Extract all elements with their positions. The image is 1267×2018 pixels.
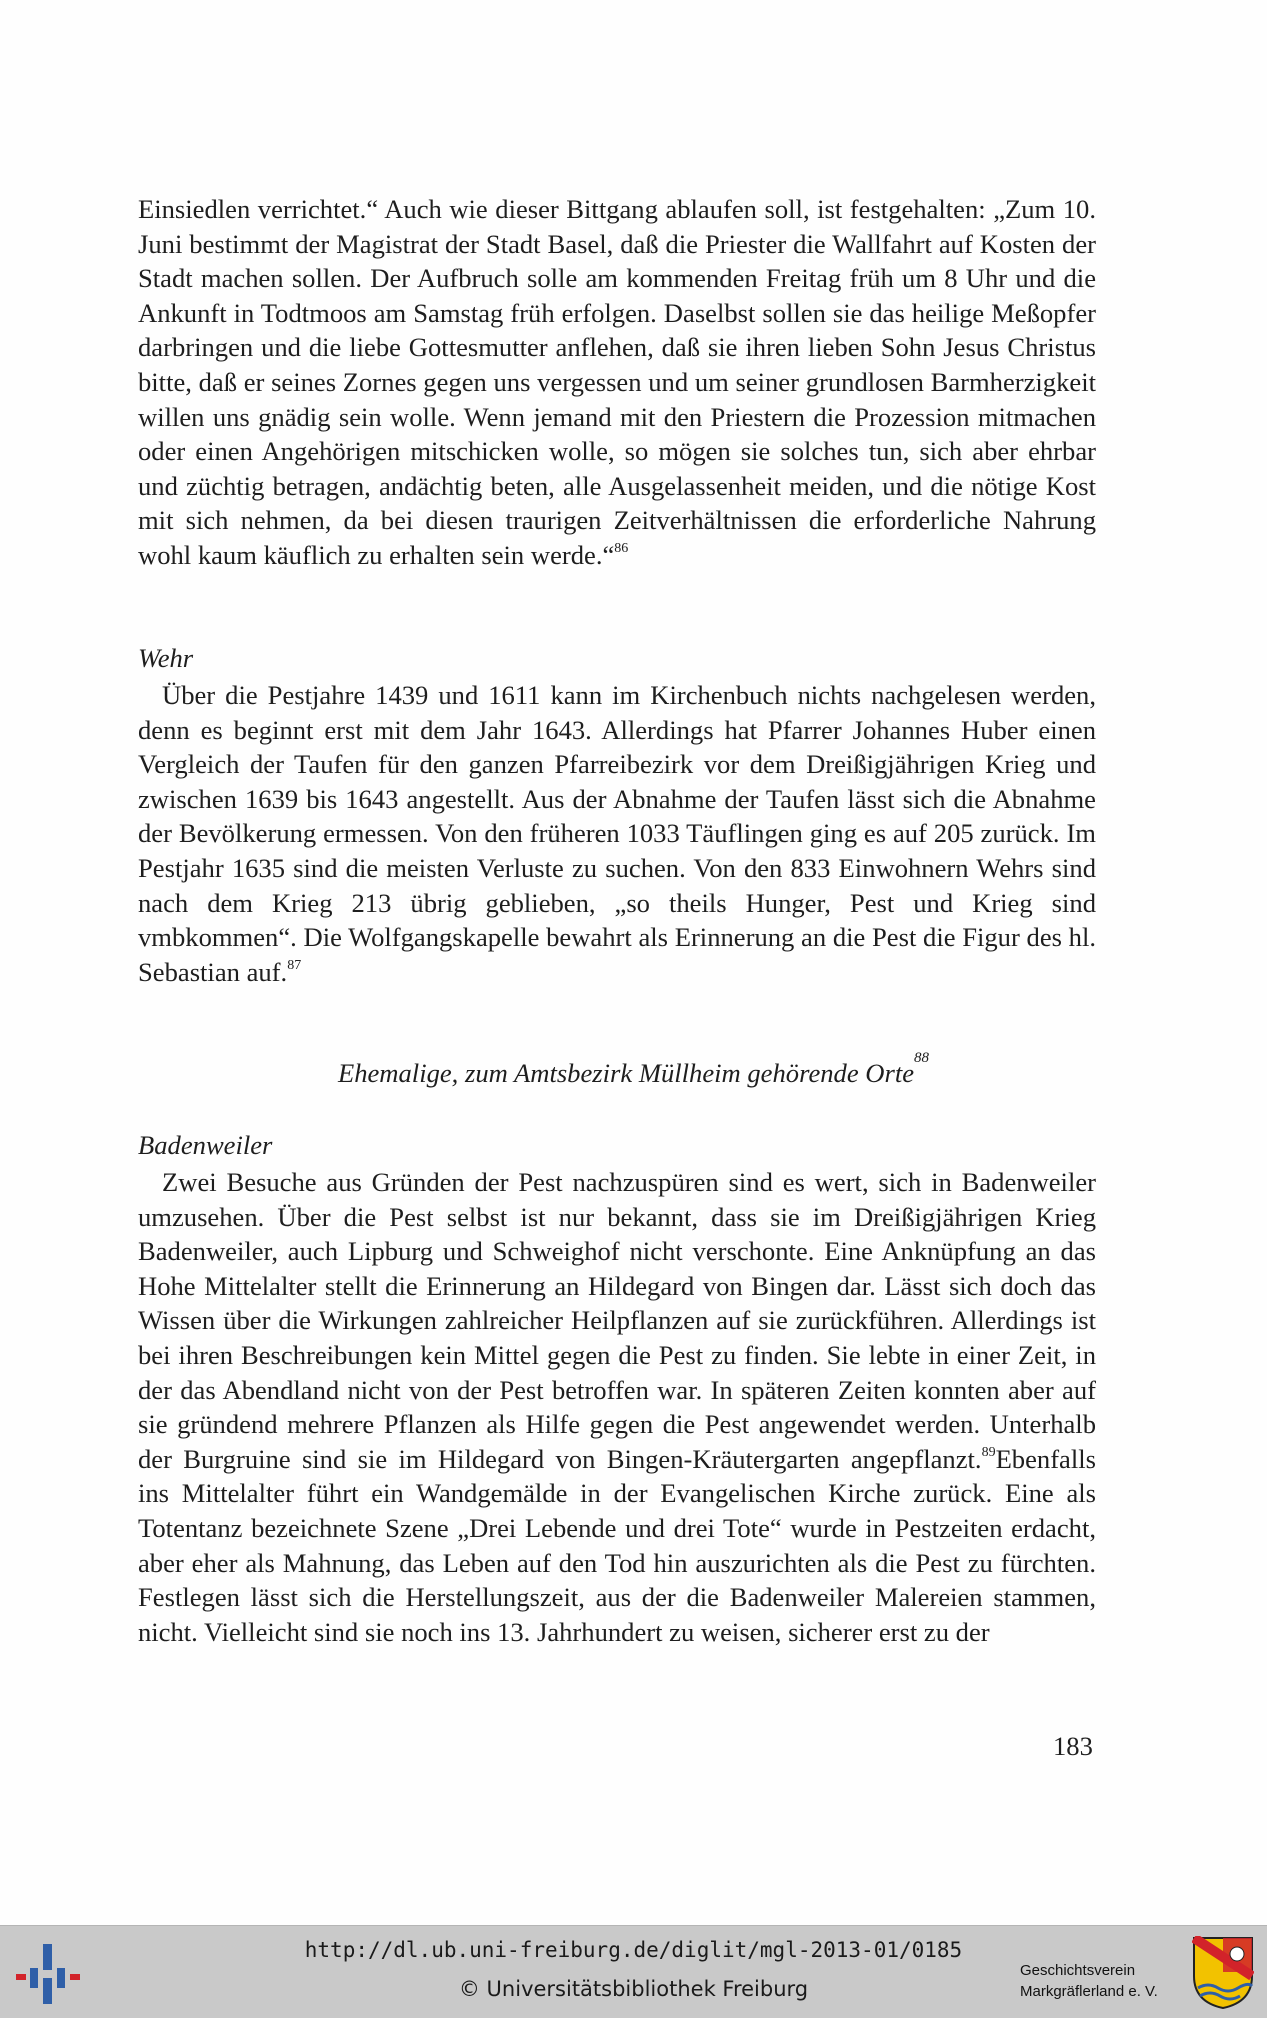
footnote-ref-86[interactable]: 86 xyxy=(614,540,629,556)
paragraph-3-text: Zwei Besuche aus Gründen der Pest nachzuspüren sind es wert, sich in Badenweiler umzusehen. Über die Pest selbst ist nur bekannt, dass sie im Dreißigjährigen Krieg Badenweiler, auch Lipburg und Schweighof nicht verschonte. Eine Anknüpfung an das Hohe Mittelalter stellt die Erinnerung an Hildegard von Bingen dar. Lässt sich doch das Wissen über die Wirkungen zahlreicher Heilpflanzen auf sie zurückführen. Allerdings ist bei ihren Beschreibungen kein Mittel gegen die Pest zu finden. Sie lebte in einer Zeit, in der das Abendland nicht von der Pest betroffen war. In späteren Zeiten konnten aber auf sie gründend mehrere Pflanzen als Hilfe gegen die Pest angewendet werden. Unterhalb der Burgruine sind sie im Hildegard von Bingen-Kräutergarten angepflanzt.$^{89}$Ebenfalls ins Mittelalter führt ein Wandgemälde in der Evangelischen Kirche zurück. Eine als Totentanz bezeichnete Szene „Drei Lebende und drei Tote“ wurde in Pestzeiten erdacht, aber eher als Mahnung, das Leben auf den Tod hin auszurichten als die Pest zu fürchten. Festlegen lässt sich die Herstellungszeit, aus der die Badenweiler Malereien stammen, nicht. Vielleicht sind sie noch ins 13. Jahrhundert zu weisen, sicherer erst zu der xyxy=(138,1167,1096,1647)
footnote-ref-87[interactable]: 87 xyxy=(287,957,302,973)
viewer-footer xyxy=(0,1925,1267,2018)
footnote-ref-89[interactable]: 89 xyxy=(981,1444,996,1460)
document-url-link[interactable]: http://dl.ub.uni-freiburg.de/diglit/mgl-2013-01/0185 xyxy=(304,1938,963,1962)
paragraph-2-text: Über die Pestjahre 1439 und 1611 kann im Kirchenbuch nichts nachgelesen werden, denn es beginnt erst mit dem Jahr 1643. Allerdings hat Pfarrer Johannes Huber einen Vergleich der Taufen für den ganzen Pfarreibezirk vor dem Dreißigjährigen Krieg und zwischen 1639 bis 1643 angestellt. Aus der Abnahme der Taufen lässt sich die Abnahme der Bevölkerung ermessen. Von den früheren 1033 Täuflingen ging es auf 205 zurück. Im Pestjahr 1635 sind die meisten Verluste zu suchen. Von den 833 Einwohnern Wehrs sind nach dem Krieg 213 übrig geblieben, „so theils Hunger, Pest und Krieg sind vmbkommen“. Die Wolfgangskapelle bewahrt als Erinnerung an die Pest die Figur des hl. Sebastian auf.$^{87}$ xyxy=(138,680,1096,987)
society-name: Geschichtsverein Markgräflerland e. V. xyxy=(1020,1962,1158,2000)
paragraph-2 xyxy=(138,678,1096,989)
page-number: 183 xyxy=(1053,1731,1093,1761)
paragraph-3 xyxy=(138,1165,1096,1649)
paragraph-1-text: Einsiedlen verrichtet.“ Auch wie dieser Bittgang ablaufen soll, ist festgehalten: „Zum 10. Juni bestimmt der Magistrat der Stadt Basel, daß die Priester die Wallfahrt auf Kosten der Stadt machen sollen. Der Aufbruch solle am kommenden Freitag früh um 8 Uhr und die Ankunft in Todtmoos am Samstag früh erfolgen. Daselbst sollen sie das heilige Meßopfer darbringen und die liebe Gottesmutter anflehen, daß sie ihren lieben Sohn Jesus Christus bitte, daß er seines Zornes gegen uns vergessen und um seiner grundlosen Barmherzigkeit willen uns gnädig sein wolle. Wenn jemand mit den Priestern die Prozession mitmachen oder einen Angehörigen mitschicken wolle, so mögen sie solches tun, sich aber ehrbar und züchtig betragen, andächtig beten, alle Ausgelassenheit meiden, und die nötige Kost mit sich nehmen, da bei diesen traurigen Zeitverhältnissen die erforderliche Nahrung wohl kaum käuflich zu erhalten sein werde.“$^{86}$ xyxy=(138,194,1096,570)
paragraph-1 xyxy=(138,192,1096,573)
copyright-text: © Universitätsbibliothek Freiburg xyxy=(458,1977,809,2001)
section-title: Ehemalige, zum Amtsbezirk Müllheim gehörende Orte$^{88}$ xyxy=(337,1050,930,1088)
footnote-ref-88[interactable]: 88 xyxy=(914,1050,930,1066)
subheading-wehr: Wehr xyxy=(138,643,194,673)
geschichtsverein-crest-icon[interactable] xyxy=(1192,1936,1254,2010)
subheading-badenweiler: Badenweiler xyxy=(138,1130,273,1160)
